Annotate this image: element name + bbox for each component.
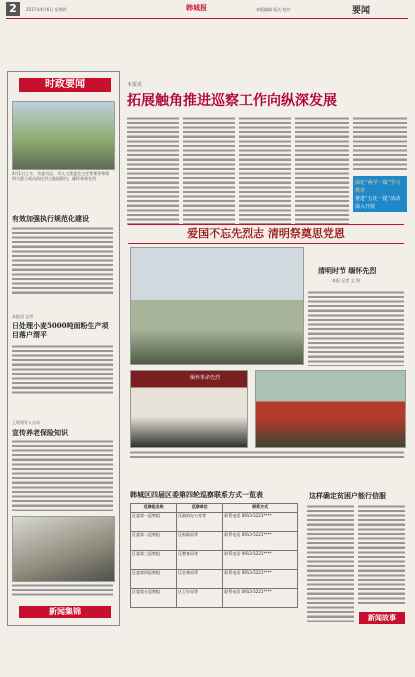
promo-box: [353, 176, 407, 212]
story-kicker: 本报讯 记者: [12, 314, 34, 319]
section-name: 要闻: [352, 6, 371, 16]
memorial-photo: [130, 247, 304, 365]
table-row: 区委第一巡察组 区政府办公室等 联系电话 0913-5221****: [131, 513, 298, 532]
lead-kicker: 本报讯: [127, 82, 143, 88]
letter-title: 这样确定贫困户能行信服: [309, 491, 386, 500]
lead-body: [239, 116, 291, 226]
table-header: 巡察组名称: [131, 504, 177, 513]
schedule-title: 韩城区四届区委第四轮巡察联系方式一览表: [130, 490, 263, 499]
lead-body: [127, 116, 179, 226]
page-number: 2: [6, 2, 20, 16]
wreath-photo: [130, 370, 248, 448]
story-title: 有效加强执行规范化建设: [12, 214, 89, 223]
date-line: 2017年4月6日 星期四: [26, 7, 67, 12]
table-row: 区委第四巡察组 区农林局等 联系电话 0913-5221****: [131, 570, 298, 589]
story-title: 宣传养老保险知识: [12, 428, 68, 437]
story-body: [12, 226, 113, 296]
paper-logo: 韩城报: [186, 3, 207, 12]
box-label: 新闻集锦: [19, 606, 111, 618]
feature-body: [308, 290, 404, 366]
table-row: 区委第二巡察组 区财政局等 联系电话 0913-5221****: [131, 532, 298, 551]
table-row: 区委第五巡察组 区卫计局等 联系电话 0913-5221****: [131, 589, 298, 608]
table-header: 巡察单位: [177, 504, 223, 513]
table-header: 联系方式: [223, 504, 298, 513]
photo-banner-text: 缅怀革命先烈: [190, 375, 221, 381]
news-photo: [12, 101, 115, 170]
promo-line: 深化“两学一做”学习教育: [355, 180, 401, 194]
box-label: 新闻故事: [359, 612, 405, 624]
table-row: 区委第三巡察组 区教育局等 联系电话 0913-5221****: [131, 551, 298, 570]
photo-caption: 4月1日上午，市委书记、市人大常委会主任等领导带领四大班子成员前往烈士陵园祭扫，缅怀革命先烈: [12, 171, 110, 182]
letter-body: [307, 504, 354, 622]
feature-title: 清明时节 缅怀先烈: [318, 266, 377, 275]
letter-body: [358, 504, 405, 604]
promo-line: 推进“五比一提”活动深入开展: [355, 196, 401, 210]
lead-body: [183, 116, 235, 226]
schedule-table: [130, 503, 298, 608]
box-title: 时政要闻: [19, 78, 111, 92]
story-title: 日处理小麦5000吨面粉生产项目落户渭平: [12, 321, 109, 339]
news-photo: [12, 516, 115, 582]
flag-photo: [255, 370, 406, 448]
story-kicker: 上级领导人社局: [12, 420, 40, 425]
lead-body: [353, 116, 407, 172]
story-body: [12, 439, 113, 511]
photo-caption: [130, 450, 404, 460]
story-body: [12, 344, 113, 394]
feature-byline: 本报 记者 文 图: [332, 278, 360, 283]
qingming-banner: 爱国不忘先烈志 清明祭奠思党恩: [128, 224, 404, 244]
lead-body: [295, 116, 349, 226]
header-rule: [6, 18, 408, 19]
photo-caption: [12, 583, 113, 597]
editor-line: 本版编辑 版式 校对: [256, 7, 291, 12]
lead-headline: 拓展触角推进巡察工作向纵深发展: [127, 93, 337, 109]
